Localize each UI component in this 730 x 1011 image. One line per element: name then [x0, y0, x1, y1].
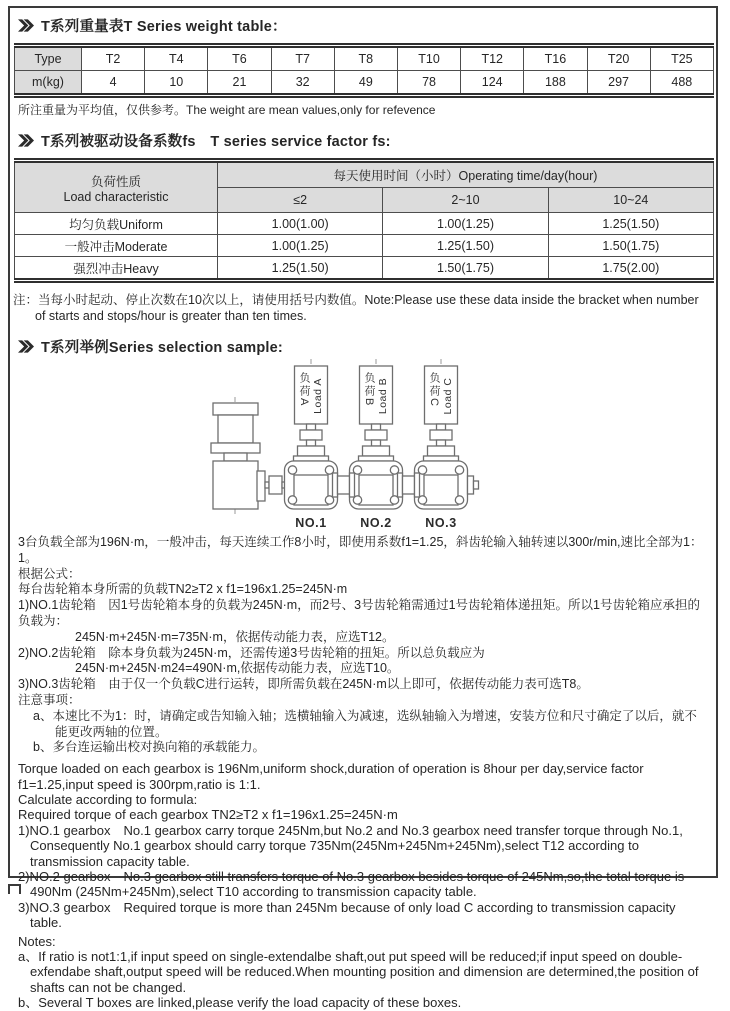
service-factor-table	[14, 163, 714, 278]
text-line: Notes:	[18, 933, 56, 949]
time-col-header: ≤2	[218, 188, 383, 213]
load-characteristic-header	[15, 163, 218, 213]
text-line: 根据公式：	[18, 566, 81, 581]
factor-cell: 1.25(1.50)	[383, 235, 548, 257]
load-label-cn: 负荷B	[363, 372, 375, 408]
section-marker-icon	[18, 19, 34, 32]
text-line: 245N·m+245N·m24=490N·m,依据传动能力表，应选T10。	[75, 661, 400, 676]
text-line: 每台齿轮箱本身所需的负载TN2≥T2 x f1=196x1.25=245N·m	[18, 582, 348, 597]
factor-cell: 1.25(1.50)	[548, 213, 713, 235]
motor	[211, 397, 285, 514]
factor-cell: 1.50(1.75)	[383, 257, 548, 279]
factor-cell: 1.00(1.00)	[218, 213, 383, 235]
sample-section-title-text: T系列举例Series selection sample:	[41, 340, 283, 356]
weight-cell: T10	[397, 48, 460, 71]
weight-table-type-header: Type	[15, 48, 82, 71]
weight-cell: T16	[524, 48, 587, 71]
load-label-en: Load C	[442, 377, 454, 415]
weight-note: 所注重量为平均值，仅供参考。The weight are mean values,only for refevence	[18, 103, 436, 117]
factor-cell: 1.00(1.25)	[218, 235, 383, 257]
text-line: 245N·m+245N·m=735N·m，依据传动能力表，应选T12。	[75, 629, 395, 644]
gearbox-unit-1	[285, 359, 338, 509]
text-line: 3)NO.3齿轮箱 由于仅一个负载C进行运转，即所需负载在245N·m以上即可，依据传动能力表可选T8。	[18, 677, 589, 692]
table-row	[15, 71, 714, 94]
text-line: 1)NO.1齿轮箱 因1号齿轮箱本身的负载为245N·m，而2号、3号齿轮箱需通过1号齿轮箱体递扭矩。所以1号齿轮箱应承担的负载为：	[18, 598, 701, 628]
text-line: b、Several T boxes are linked,please verify the load capacity of these boxes.	[18, 995, 462, 1011]
operating-time-header: 每天使用时间（小时）Operating time/day(hour)	[218, 163, 714, 188]
factor-cell: 1.75(2.00)	[548, 257, 713, 279]
weight-cell: T25	[650, 48, 713, 71]
gearbox-number-label: NO.1	[295, 516, 327, 530]
text-line: a、本速比不为1：时，请确定或告知输入轴；选横轴输入为减速，选纵轴输入为增速，安装方位和尺寸确定了以后，就不能更改两轴的位置。	[33, 708, 697, 739]
table-row	[15, 163, 714, 188]
load-label-en: Load B	[377, 377, 389, 415]
weight-section-title	[18, 15, 716, 36]
time-col-header: 10~24	[548, 188, 713, 213]
gearbox-unit-3	[415, 359, 468, 509]
load-label-cn: 负荷A	[298, 372, 310, 408]
weight-cell: 297	[587, 71, 650, 94]
weight-cell: 488	[650, 71, 713, 94]
load-row-label: 强烈冲击Heavy	[15, 257, 218, 279]
weight-cell: 32	[271, 71, 334, 94]
weight-table	[14, 48, 714, 93]
service-section-title-text: T系列被驱动设备系数fs T series service factor fs:	[41, 134, 391, 150]
load-characteristic-cn: 负荷性质	[90, 174, 141, 189]
weight-cell: T7	[271, 48, 334, 71]
load-characteristic-en: Load characteristic	[63, 189, 169, 204]
text-line: 注意事项：	[18, 692, 81, 707]
weight-cell: T20	[587, 48, 650, 71]
factor-cell: 1.25(1.50)	[218, 257, 383, 279]
weight-section-title-text: T系列重量表T Series weight table：	[41, 19, 287, 35]
section-marker-icon	[18, 340, 34, 353]
time-col-header: 2~10	[383, 188, 548, 213]
weight-cell: T6	[208, 48, 271, 71]
load-label-cn: 负荷C	[428, 372, 440, 408]
text-line: 2)NO.2 gearbox No.3 gearbox still transfers torque of No.3 gearbox besides torque of 245Nm,so,the total torque is 490Nm (245Nm+245Nm),select T10 according to transmission capacity table.	[18, 869, 685, 900]
load-row-label: 一般冲击Moderate	[15, 235, 218, 257]
weight-cell: T2	[82, 48, 145, 71]
weight-cell: 188	[524, 71, 587, 94]
weight-cell: 78	[397, 71, 460, 94]
sample-section-title	[18, 336, 716, 357]
gearbox-unit-2	[350, 359, 403, 509]
gearbox-number-label: NO.3	[425, 516, 457, 530]
factor-cell: 1.50(1.75)	[548, 235, 713, 257]
weight-cell: T12	[461, 48, 524, 71]
english-explanation	[12, 761, 716, 1011]
text-line: Torque loaded on each gearbox is 196Nm,uniform shock,duration of operation is 8hour per day,service factor f1=1.25,input speed is 300rpm,ratio is 1:1.	[18, 761, 644, 792]
load-row-label: 均匀负载Uniform	[15, 213, 218, 235]
weight-cell: 49	[334, 71, 397, 94]
table-row	[15, 257, 714, 279]
weight-table-mass-header: m(kg)	[15, 71, 82, 94]
text-line: Calculate according to formula:	[18, 791, 198, 807]
text-line: 1)NO.1 gearbox No.1 gearbox carry torque 245Nm,but No.2 and No.3 gearbox need transfer torque through No.1, Consequently No.1 gearbox should carry torque 735Nm(245Nm+245Nm+245Nm),select T12 according to transmission capacity table.	[18, 822, 683, 869]
text-line: 3)NO.3 gearbox Required torque is more than 245Nm because of only load C according to transmission capacity table.	[18, 899, 676, 931]
service-note: 注：当每小时起动、停止次数在10次以上，请使用括号内数值。Note:Please use these data inside the bracket when number of starts and stops/hour is greater than ten times.	[13, 293, 699, 323]
section-marker-icon	[18, 134, 34, 147]
weight-table-rules	[14, 43, 714, 98]
gearbox-number-label: NO.2	[360, 516, 392, 530]
weight-cell: T8	[334, 48, 397, 71]
page-content	[12, 6, 716, 1011]
weight-cell: 21	[208, 71, 271, 94]
weight-cell: 10	[145, 71, 208, 94]
text-line: a、If ratio is not1:1,if input speed on single-extendalbe shaft,out put speed will be reduced;if input speed on double-exfendabe shaft,output speed will be reduced.When mounting position and dimension are determined,the position of shafts can not be changed.	[18, 949, 699, 995]
text-line: 2)NO.2齿轮箱 除本身负载为245N·m，还需传递3号齿轮箱的扭矩。所以总负载应为	[18, 645, 485, 660]
gearbox-train-diagram	[12, 359, 716, 533]
table-row	[15, 213, 714, 235]
chinese-explanation	[12, 535, 716, 756]
service-section-title	[18, 130, 716, 151]
weight-cell: 4	[82, 71, 145, 94]
weight-cell: 124	[461, 71, 524, 94]
service-table-rules	[14, 158, 714, 283]
text-line: Required torque of each gearbox TN2≥T2 x f1=196x1.25=245N·m	[18, 807, 398, 823]
factor-cell: 1.00(1.25)	[383, 213, 548, 235]
text-line: b、多台连运输出校对换向箱的承载能力。	[33, 740, 265, 755]
table-row	[15, 235, 714, 257]
text-line: 3台负载全部为196N·m，一般冲击，每天连续工作8小时，即使用系数f1=1.25，斜齿轮输入轴转速以300r/min,速比全部为1：1。	[18, 535, 703, 565]
load-label-en: Load A	[312, 378, 324, 414]
weight-cell: T4	[145, 48, 208, 71]
table-row	[15, 48, 714, 71]
